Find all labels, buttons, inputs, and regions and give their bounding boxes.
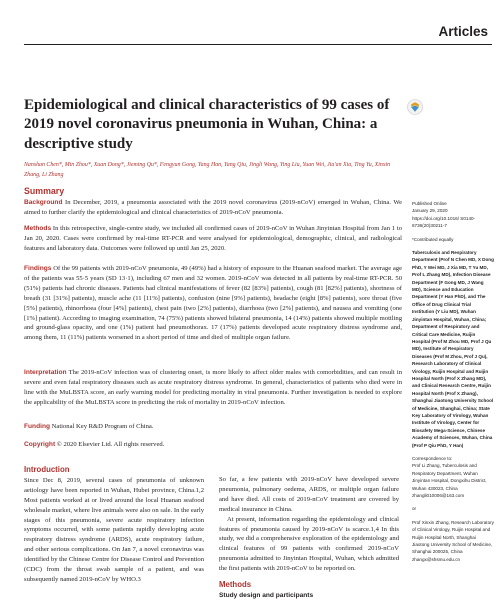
introduction-paragraph-1: Since Dec 8, 2019, several cases of pneumonia of unknown aetiology have been reported in Wuhan, Hubei province, China.1,2 Most patients worked at or lived around the local Huanan seafood wholesale market, where live animals were also on sale. In the early stages of this pneumonia, severe acute respiratory infection symptoms occurred, with some patients rapidly developing acute respiratory distress syndrome (ARDS), acute respiratory failure, and other serious complications. On Jan 7, a novel coronavirus was identified by the Chinese Centre for Disease Control and Prevention (CDC) from the throat swab sample of a patient, and was subsequently named 2019-nCoV by WHO.3	[24, 476, 205, 583]
published-date: January 29, 2020	[412, 208, 448, 214]
methods-text: In this retrospective, single-centre study, we included all confirmed cases of 2019-nCoV in Wuhan Jinyintan Hospital from Jan 1 to Jan 20, 2020. Cases were confirmed by real-time RT-PCR and were analysed for epidemiological, demographic, clinical, and radiological features and laboratory data. Outcomes were followed up until Jan 25, 2020.	[24, 225, 402, 252]
published-label: Published Online	[412, 201, 447, 206]
findings-text: Of the 99 patients with 2019-nCoV pneumonia, 49 (49%) had a history of exposure to the Huanan seafood market. The average age of the patients was 55·5 years (SD 13·1), including 67 men and 32 women. 2019-nCoV was detected in all patients by real-time RT-PCR. 50 (51%) patients had chronic diseases. Patients had clinical manifestations of fever (82 [83%] patients), cough (81 [82%] patients), shortness of breath (31 [31%] patients), muscle ache (11 [11%] patients), confusion (nine [9%] patients), headache (eight [8%] patients), sore throat (five [5%] patients), rhinorrhoea (four [4%] patients), chest pain (two [2%] patients), diarrhoea (two [2%] patients), and nausea and vomiting (one [1%] patient). According to imaging examination, 74 (75%) patients showed bilateral pneumonia, 14 (14%) patients showed multiple mottling and ground-glass opacity, and one (1%) patient had pneumothorax. 17 (17%) patients developed acute respiratory distress syndrome and, among them, 11 (11%) patients worsened in a short period of time and died of multiple organ failure.	[24, 265, 402, 342]
funding-label: Funding	[24, 423, 50, 430]
abstract-interpretation	[24, 368, 402, 408]
abstract-copyright	[24, 440, 402, 450]
introduction-paragraph-2: So far, a few patients with 2019-nCoV have developed severe pneumonia, pulmonary oedema, ARDS, or multiple organ failure and have died. All costs of 2019-nCoV treatment are covered by medical insurance in China.	[219, 476, 399, 513]
interpretation-label: Interpretation	[24, 369, 67, 376]
background-label: Background	[24, 199, 63, 206]
article-title: Epidemiological and clinical characteristics of 99 cases of 2019 novel coronavirus pneumonia in Wuhan, China: a descriptive study	[24, 97, 390, 152]
body-column-left	[24, 465, 204, 585]
funding-text: National Key R&D Program of China.	[51, 423, 154, 430]
introduction-paragraph-3: At present, information regarding the epidemiology and clinical features of pneumonia caused by 2019-nCoV is scarce.1,4 In this study, we did a comprehensive exploration of the epidemiology and clinical features of 99 patients with confirmed 2019-nCoV pneumonia admitted to Jinyintan Hospital, Wuhan, which admitted the first patients with 2019-nCoV to be reported on.	[219, 515, 399, 573]
header-rule	[24, 44, 492, 45]
contributed-note: *Contributed equally	[412, 236, 454, 242]
author-list: Nanshan Chen*, Min Zhou*, Xuan Dong*, Jieming Qu*, Fengyun Gong, Yang Han, Yang Qiu, Jingli Wang, Ying Liu, Yuan Wei, Jia'an Xia, Ting Yu, Xinxin Zhang, Li Zhang	[24, 162, 391, 178]
abstract-methods	[24, 224, 402, 254]
doi-link[interactable]: https://doi.org/10.1016/ S0140-6736(20)30211-7	[412, 215, 476, 229]
correspondence-or: or	[412, 506, 417, 512]
abstract-findings	[24, 264, 402, 343]
publication-info	[412, 200, 494, 230]
methods-heading: Methods	[219, 580, 252, 590]
affiliations: Tuberculosis and Respiratory Department (Prof N Chen MD, X Dong PhD, Y Wei MD, J Xia MD, T Yu MD, Prof L Zhang MD), Infection Disease Department (F Gong MD, J Wang MD), Science and Education Department (Y Han PhD), and The Office of Drug Clinical Trial Institution (Y Liu MD), Wuhan Jinyintan Hospital, Wuhan, China; Department of Respiratory and Critical Care Medicine, Ruijin Hospital (Prof M Zhou MD, Prof J Qu MD), Institute of Respiratory Diseases (Prof M Zhou, Prof J Qu), Research Laboratory of Clinical Virology, Ruijin Hospital and Ruijin Hospital North (Prof X Zhang MD), and Clinical Research Centre, Ruijin Hospital North (Prof X Zhang), Shanghai Jiaotong University School of Medicine, Shanghai, China; State Key Laboratory of Virology, Wuhan Institute of Virology, Center for Biosafety Mega-Science, Chinese Academy of Sciences, Wuhan, China (Prof P Qiu PhD, Y Han)	[412, 250, 494, 448]
introduction-heading: Introduction	[24, 465, 70, 474]
correspondence-2[interactable]: Prof Xinxin Zhang, Research Laboratory of Clinical Virology, Ruijin Hospital and Ruijin Hospital North, Shanghai Jiaotong University School of Medicine, Shanghai 200025, China zhangx@shsmu.edu.cn	[412, 519, 494, 562]
section-label: Articles	[438, 24, 488, 39]
background-text: In December, 2019, a pneumonia associated with the 2019 novel coronavirus (2019-nCoV) emerged in Wuhan, China. We aimed to further clarify the epidemiological and clinical characteristics of 2019-nCoV pneumonia.	[24, 199, 402, 216]
crossmark-logo-icon[interactable]	[407, 99, 423, 115]
findings-label: Findings	[24, 265, 52, 272]
methods-subheading: Study design and participants	[219, 591, 314, 599]
abstract-funding	[24, 422, 402, 432]
copyright-text: © 2020 Elsevier Ltd. All rights reserved.	[56, 441, 165, 448]
body-column-right	[219, 465, 399, 601]
summary-heading: Summary	[24, 186, 65, 196]
methods-label: Methods	[24, 225, 52, 232]
abstract-background	[24, 198, 402, 218]
interpretation-text: The 2019-nCoV infection was of clustering onset, is more likely to affect older males with comorbidities, and can result in severe and even fatal respiratory diseases such as acute respiratory distress syndrome. In general, characteristics of patients who died were in line with the MuLBSTA score, an early warning model for predicting mortality in viral pneumonia. Further investigation is needed to explore the applicability of the MuLBSTA score in predicting the risk of mortality in 2019-nCoV infection.	[24, 369, 402, 406]
copyright-label: Copyright	[24, 441, 56, 448]
correspondence	[412, 455, 494, 499]
correspondence-1[interactable]: Prof Li Zhang, Tuberculosis and Respiratory Department, Wuhan Jinyintan Hospital, Dongxihu District, Wuhan 430023, China zhangli010006@163.com	[412, 463, 487, 499]
article-sidebar	[412, 200, 494, 569]
correspondence-label: Correspondence to:	[412, 456, 453, 461]
